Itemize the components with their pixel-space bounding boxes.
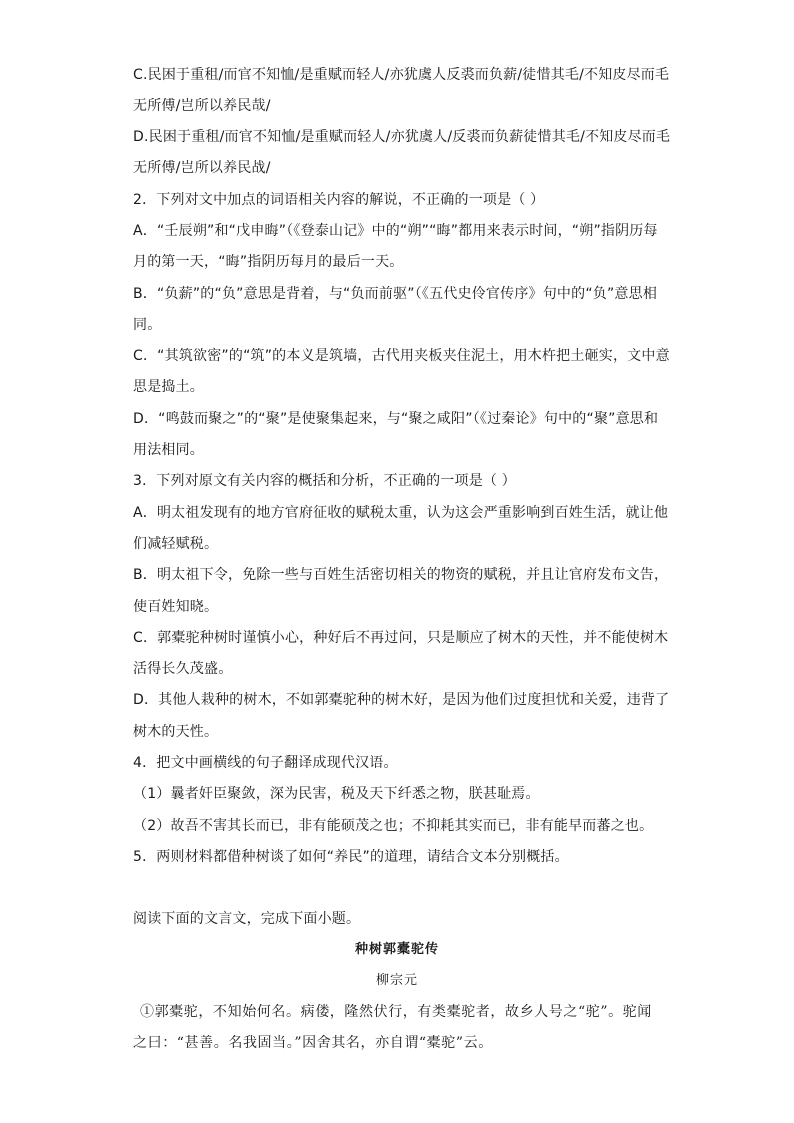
passage-para1-line2: 之曰：“甚善。名我固当。”因舍其名，亦自谓“橐驼”云。 [133, 1035, 493, 1051]
q2-option-a-line1: A．“壬辰朔”和“戊申晦”（《登泰山记》中的“朔”“晦”都用来表示时间，“朔”指阴历每 [133, 223, 658, 239]
option-c-line2: 无所傅/岂所以养民哉/ [133, 98, 271, 114]
q2-option-d-line2: 用法相同。 [133, 442, 204, 458]
reading-instruction: 阅读下面的文言文，完成下面小题。 [133, 911, 361, 927]
q4-sentence-2: （2）故吾不害其长而已，非有能硕茂之也；不抑耗其实而已，非有能早而蕃之也。 [133, 818, 654, 834]
question-2: 2．下列对文中加点的词语相关内容的解说，不正确的一项是（ ） [133, 192, 545, 208]
q3-option-b-line1: B．明太祖下令，免除一些与百姓生活密切相关的物资的赋税，并且让官府发布文告， [133, 567, 669, 583]
q3-option-d-line2: 树木的天性。 [133, 724, 219, 740]
q2-option-b-line2: 同。 [133, 317, 162, 333]
question-4: 4．把文中画横线的句子翻译成现代汉语。 [133, 755, 398, 771]
q3-option-c-line2: 活得长久茂盛。 [133, 661, 233, 677]
q2-option-d-line1: D．“鸣鼓而聚之”的“聚”是使聚集起来，与“聚之咸阳”（《过秦论》句中的“聚”意思和 [133, 411, 659, 427]
question-3: 3．下列对原文有关内容的概括和分析，不正确的一项是（ ） [133, 473, 516, 489]
q2-option-b-line1: B．“负薪”的“负”意思是背着，与“负而前驱”（《五代史伶官传序》句中的“负”意思相 [133, 286, 658, 302]
q2-option-c-line2: 思是捣土。 [133, 379, 204, 395]
q3-option-c-line1: C．郭橐驼种树时谨慎小心，种好后不再过问，只是顺应了树木的天性，并不能使树木 [133, 630, 669, 646]
option-c-line1: C.民困于重租/而官不知恤/是重赋而轻人/亦犹虞人反裘而负薪/徒惜其毛/不知皮尽而毛 [133, 67, 670, 83]
q3-option-b-line2: 使百姓知晓。 [133, 599, 219, 615]
option-d-line1: D.民困于重租/而官不知恤/是重赋而轻人/亦犹虞人/反裘而负薪徒惜其毛/不知皮尽而毛 [133, 129, 671, 145]
question-5: 5．两则材料都借种树谈了如何“养民”的道理，请结合文本分别概括。 [133, 849, 569, 865]
passage-title: 种树郭橐驼传 [354, 942, 439, 957]
passage-para1-line1: ①郭橐驼，不知始何名。病偻，隆然伏行，有类橐驼者，故乡人号之“驼”。驼闻 [140, 1004, 652, 1020]
q3-option-d-line1: D．其他人栽种的树木，不如郭橐驼种的树木好，是因为他们过度担忧和关爱，违背了 [133, 692, 670, 708]
q3-option-a-line2: 们减轻赋税。 [133, 536, 219, 552]
q2-option-a-line2: 月的第一天，“晦”指阴历每月的最后一天。 [133, 254, 404, 270]
q4-sentence-1: （1）曩者奸臣聚敛，深为民害，税及天下纤悉之物，朕甚耻焉。 [133, 786, 540, 802]
option-d-line2: 无所傅/岂所以养民战/ [133, 160, 271, 176]
passage-author: 柳宗元 [375, 973, 418, 988]
q3-option-a-line1: A．明太祖发现有的地方官府征收的赋税太重，认为这会严重影响到百姓生活，就让他 [133, 505, 669, 521]
q2-option-c-line1: C．“其筑欲密”的“筑”的本义是筑墙，古代用夹板夹住泥土，用木杵把土砸实，文中意 [133, 348, 670, 364]
